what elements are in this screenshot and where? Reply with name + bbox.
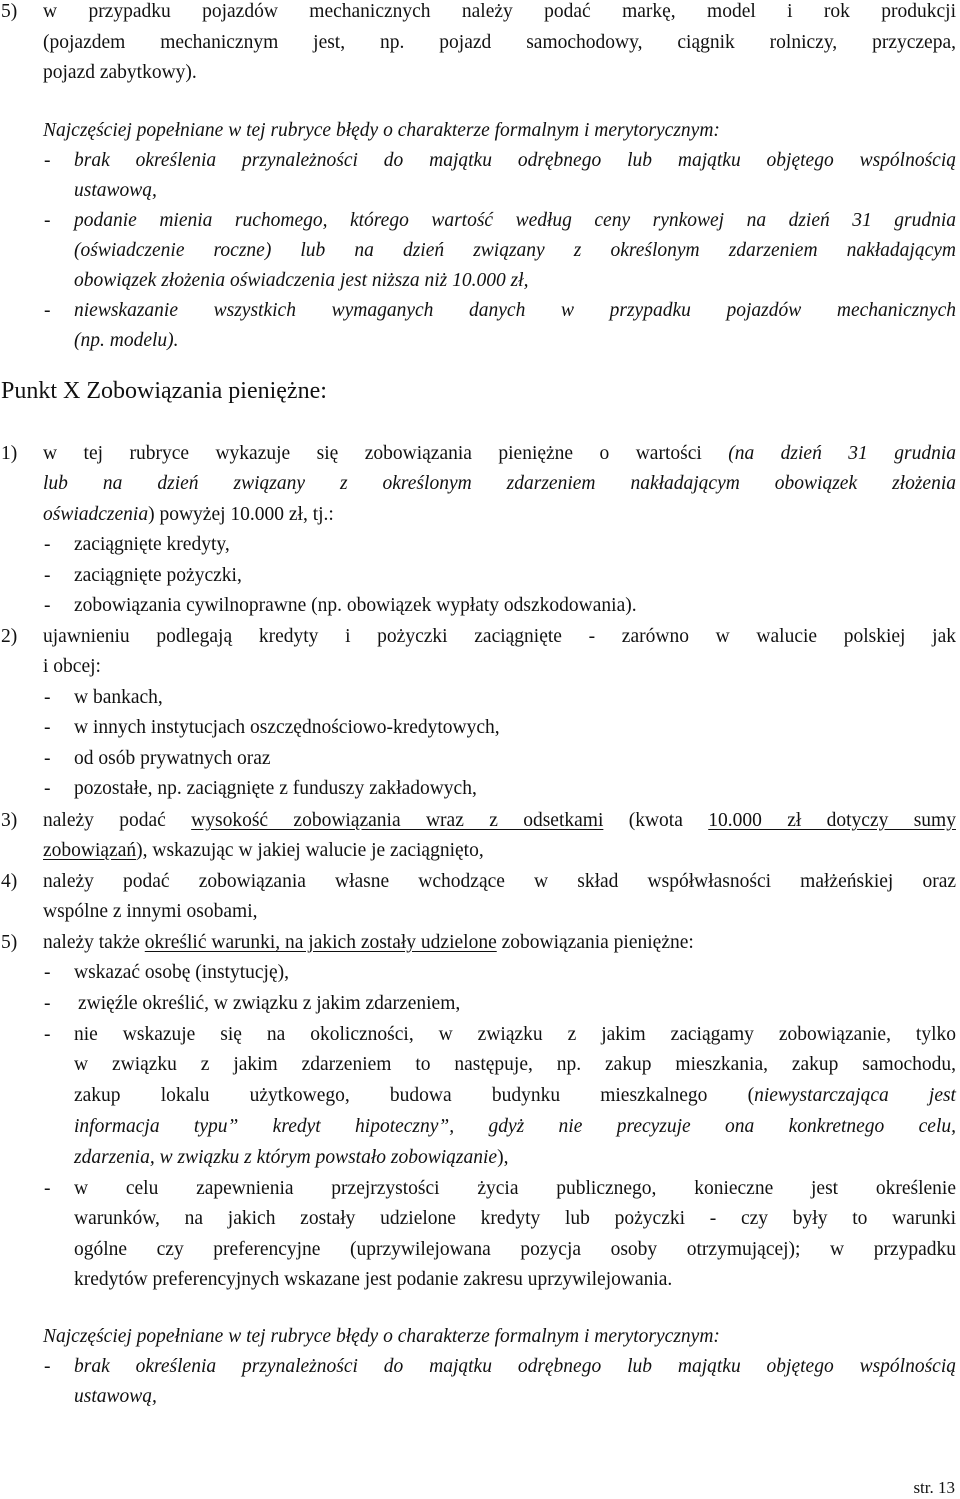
paragraph-line: brak określenia przynależności do majątku odrębnego lub majątku objętego wspólnością: [74, 150, 956, 171]
text-run: zdarzenia, w związku z którym powstało zobowiązanie: [74, 1147, 498, 1168]
paragraph-line: podanie mienia ruchomego, którego wartość według ceny rynkowej na dzień 31 grudnia: [74, 210, 956, 231]
bullet-dash: -: [44, 1178, 51, 1199]
list-item: zaciągnięte kredyty,: [74, 534, 230, 555]
paragraph-line: brak określenia przynależności do majątku odrębnego lub majątku objętego wspólnością: [74, 1356, 956, 1377]
paragraph-line: nie wskazuje się na okoliczności, w związku z jakim zaciągamy zobowiązanie, tylko: [74, 1024, 956, 1045]
underlined-text: zobowiązań: [43, 840, 137, 861]
list-number: 1): [1, 443, 18, 464]
bullet-dash: -: [44, 687, 51, 708]
paragraph-line: (pojazdem mechanicznym jest, np. pojazd samochodowy, ciągnik rolniczy, przyczepa,: [43, 32, 956, 53]
errors-title: Najczęściej popełniane w tej rubryce błędy o charakterze formalnym i merytorycznym:: [43, 120, 720, 141]
page-number: str. 13: [913, 1478, 955, 1497]
paragraph-line: ujawnieniu podlegają kredyty i pożyczki zaciągnięte - zarówno w walucie polskiej jak: [43, 626, 956, 647]
paragraph-line: należy podać zobowiązania własne wchodzące w skład współwłasności małżeńskiej oraz: [43, 871, 956, 892]
bullet-dash: -: [44, 778, 51, 799]
list-item: zobowiązania cywilnoprawne (np. obowiązek wypłaty odszkodowania).: [74, 595, 637, 616]
bullet-dash: -: [44, 150, 51, 171]
text-run: w tej rubryce wykazuje się zobowiązania pieniężne o wartości: [43, 443, 729, 464]
bullet-dash: -: [44, 534, 51, 555]
bullet-dash: -: [44, 748, 51, 769]
errors-title: Najczęściej popełniane w tej rubryce błędy o charakterze formalnym i merytorycznym:: [43, 1326, 720, 1347]
paragraph-line: pojazd zabytkowy).: [43, 62, 197, 83]
paragraph-line: [74, 1147, 508, 1169]
paragraph-line: [43, 504, 334, 526]
list-item: od osób prywatnych oraz: [74, 748, 271, 769]
paragraph-line: w związku z jakim zdarzeniem to następuje, np. zakup mieszkania, zakup samochodu,: [74, 1054, 956, 1075]
bullet-dash: -: [44, 300, 51, 321]
paragraph-line: w przypadku pojazdów mechanicznych należy podać markę, model i rok produkcji: [43, 1, 956, 22]
list-number: 4): [1, 871, 18, 892]
text-run: ),: [497, 1147, 509, 1168]
bullet-dash: -: [44, 1356, 51, 1377]
text-run: należy także: [43, 932, 145, 953]
paragraph-line: kredytów preferencyjnych wskazane jest podanie zakresu uprzywilejowania.: [74, 1269, 673, 1290]
text-run: oświadczenia: [43, 504, 149, 525]
list-item: wskazać osobę (instytucję),: [74, 962, 289, 983]
text-run: ) powyżej 10.000 zł, tj.:: [148, 504, 334, 525]
paragraph-line: [74, 1085, 956, 1107]
paragraph-line: [43, 932, 694, 954]
paragraph-line: warunków, na jakich zostały udzielone kredyty lub pożyczki - czy były to warunki: [74, 1208, 956, 1229]
underlined-text: 10.000 zł dotyczy sumy: [708, 810, 956, 831]
paragraph-line: (np. modelu).: [74, 330, 179, 351]
list-item: w innych instytucjach oszczędnościowo-kredytowych,: [74, 717, 500, 738]
text-run: (kwota: [603, 810, 709, 831]
paragraph-line: obowiązek złożenia oświadczenia jest niższa niż 10.000 zł,: [74, 270, 529, 291]
paragraph-line: ustawową,: [74, 180, 157, 201]
text-run: zobowiązania pieniężne:: [496, 932, 694, 953]
paragraph-line: i obcej:: [43, 656, 101, 677]
list-number: 5): [1, 1, 18, 22]
list-number: 2): [1, 626, 18, 647]
text-run: (na dzień 31 grudnia: [728, 443, 956, 464]
paragraph-line: wspólne z innymi osobami,: [43, 901, 258, 922]
paragraph-line: ogólne czy preferencyjne (uprzywilejowana pozycja osoby otrzymującej); w przypadku: [74, 1239, 956, 1260]
paragraph-line: (oświadczenie roczne) lub na dzień związany z określonym zdarzeniem nakładającym: [74, 240, 956, 261]
bullet-dash: -: [44, 565, 51, 586]
paragraph-line: ustawową,: [74, 1386, 157, 1407]
paragraph-line: informacja typu” kredyt hipoteczny”, gdyż nie precyzuje ona konkretnego celu,: [74, 1116, 956, 1137]
section-heading: Punkt X Zobowiązania pieniężne:: [1, 378, 327, 404]
bullet-dash: -: [44, 210, 51, 231]
bullet-dash: -: [44, 993, 51, 1014]
list-item: zwięźle określić, w związku z jakim zdarzeniem,: [78, 993, 461, 1014]
paragraph-line: [43, 840, 484, 862]
list-item: pozostałe, np. zaciągnięte z funduszy zakładowych,: [74, 778, 477, 799]
list-item: w bankach,: [74, 687, 163, 708]
paragraph-line: w celu zapewnienia przejrzystości życia publicznego, konieczne jest określenie: [74, 1178, 956, 1199]
text-run: należy podać: [43, 810, 192, 831]
underlined-text: wysokość zobowiązania wraz z odsetkami: [191, 810, 604, 831]
list-item: zaciągnięte pożyczki,: [74, 565, 242, 586]
paragraph-line: [43, 443, 956, 465]
paragraph-line: niewskazanie wszystkich wymaganych danych w przypadku pojazdów mechanicznych: [74, 300, 956, 321]
paragraph-line: [43, 810, 956, 832]
paragraph-line: lub na dzień związany z określonym zdarzeniem nakładającym obowiązek złożenia: [43, 473, 956, 494]
bullet-dash: -: [44, 717, 51, 738]
text-run: niewystarczająca jest: [754, 1085, 956, 1106]
bullet-dash: -: [44, 595, 51, 616]
underlined-text: określić warunki, na jakich zostały udzielone: [144, 932, 497, 953]
text-run: ), wskazując w jakiej walucie je zaciągnięto,: [136, 840, 484, 861]
list-number: 3): [1, 810, 18, 831]
list-number: 5): [1, 932, 18, 953]
bullet-dash: -: [44, 962, 51, 983]
text-run: zakup lokalu użytkowego, budowa budynku mieszkalnego (: [74, 1085, 755, 1106]
bullet-dash: -: [44, 1024, 51, 1045]
